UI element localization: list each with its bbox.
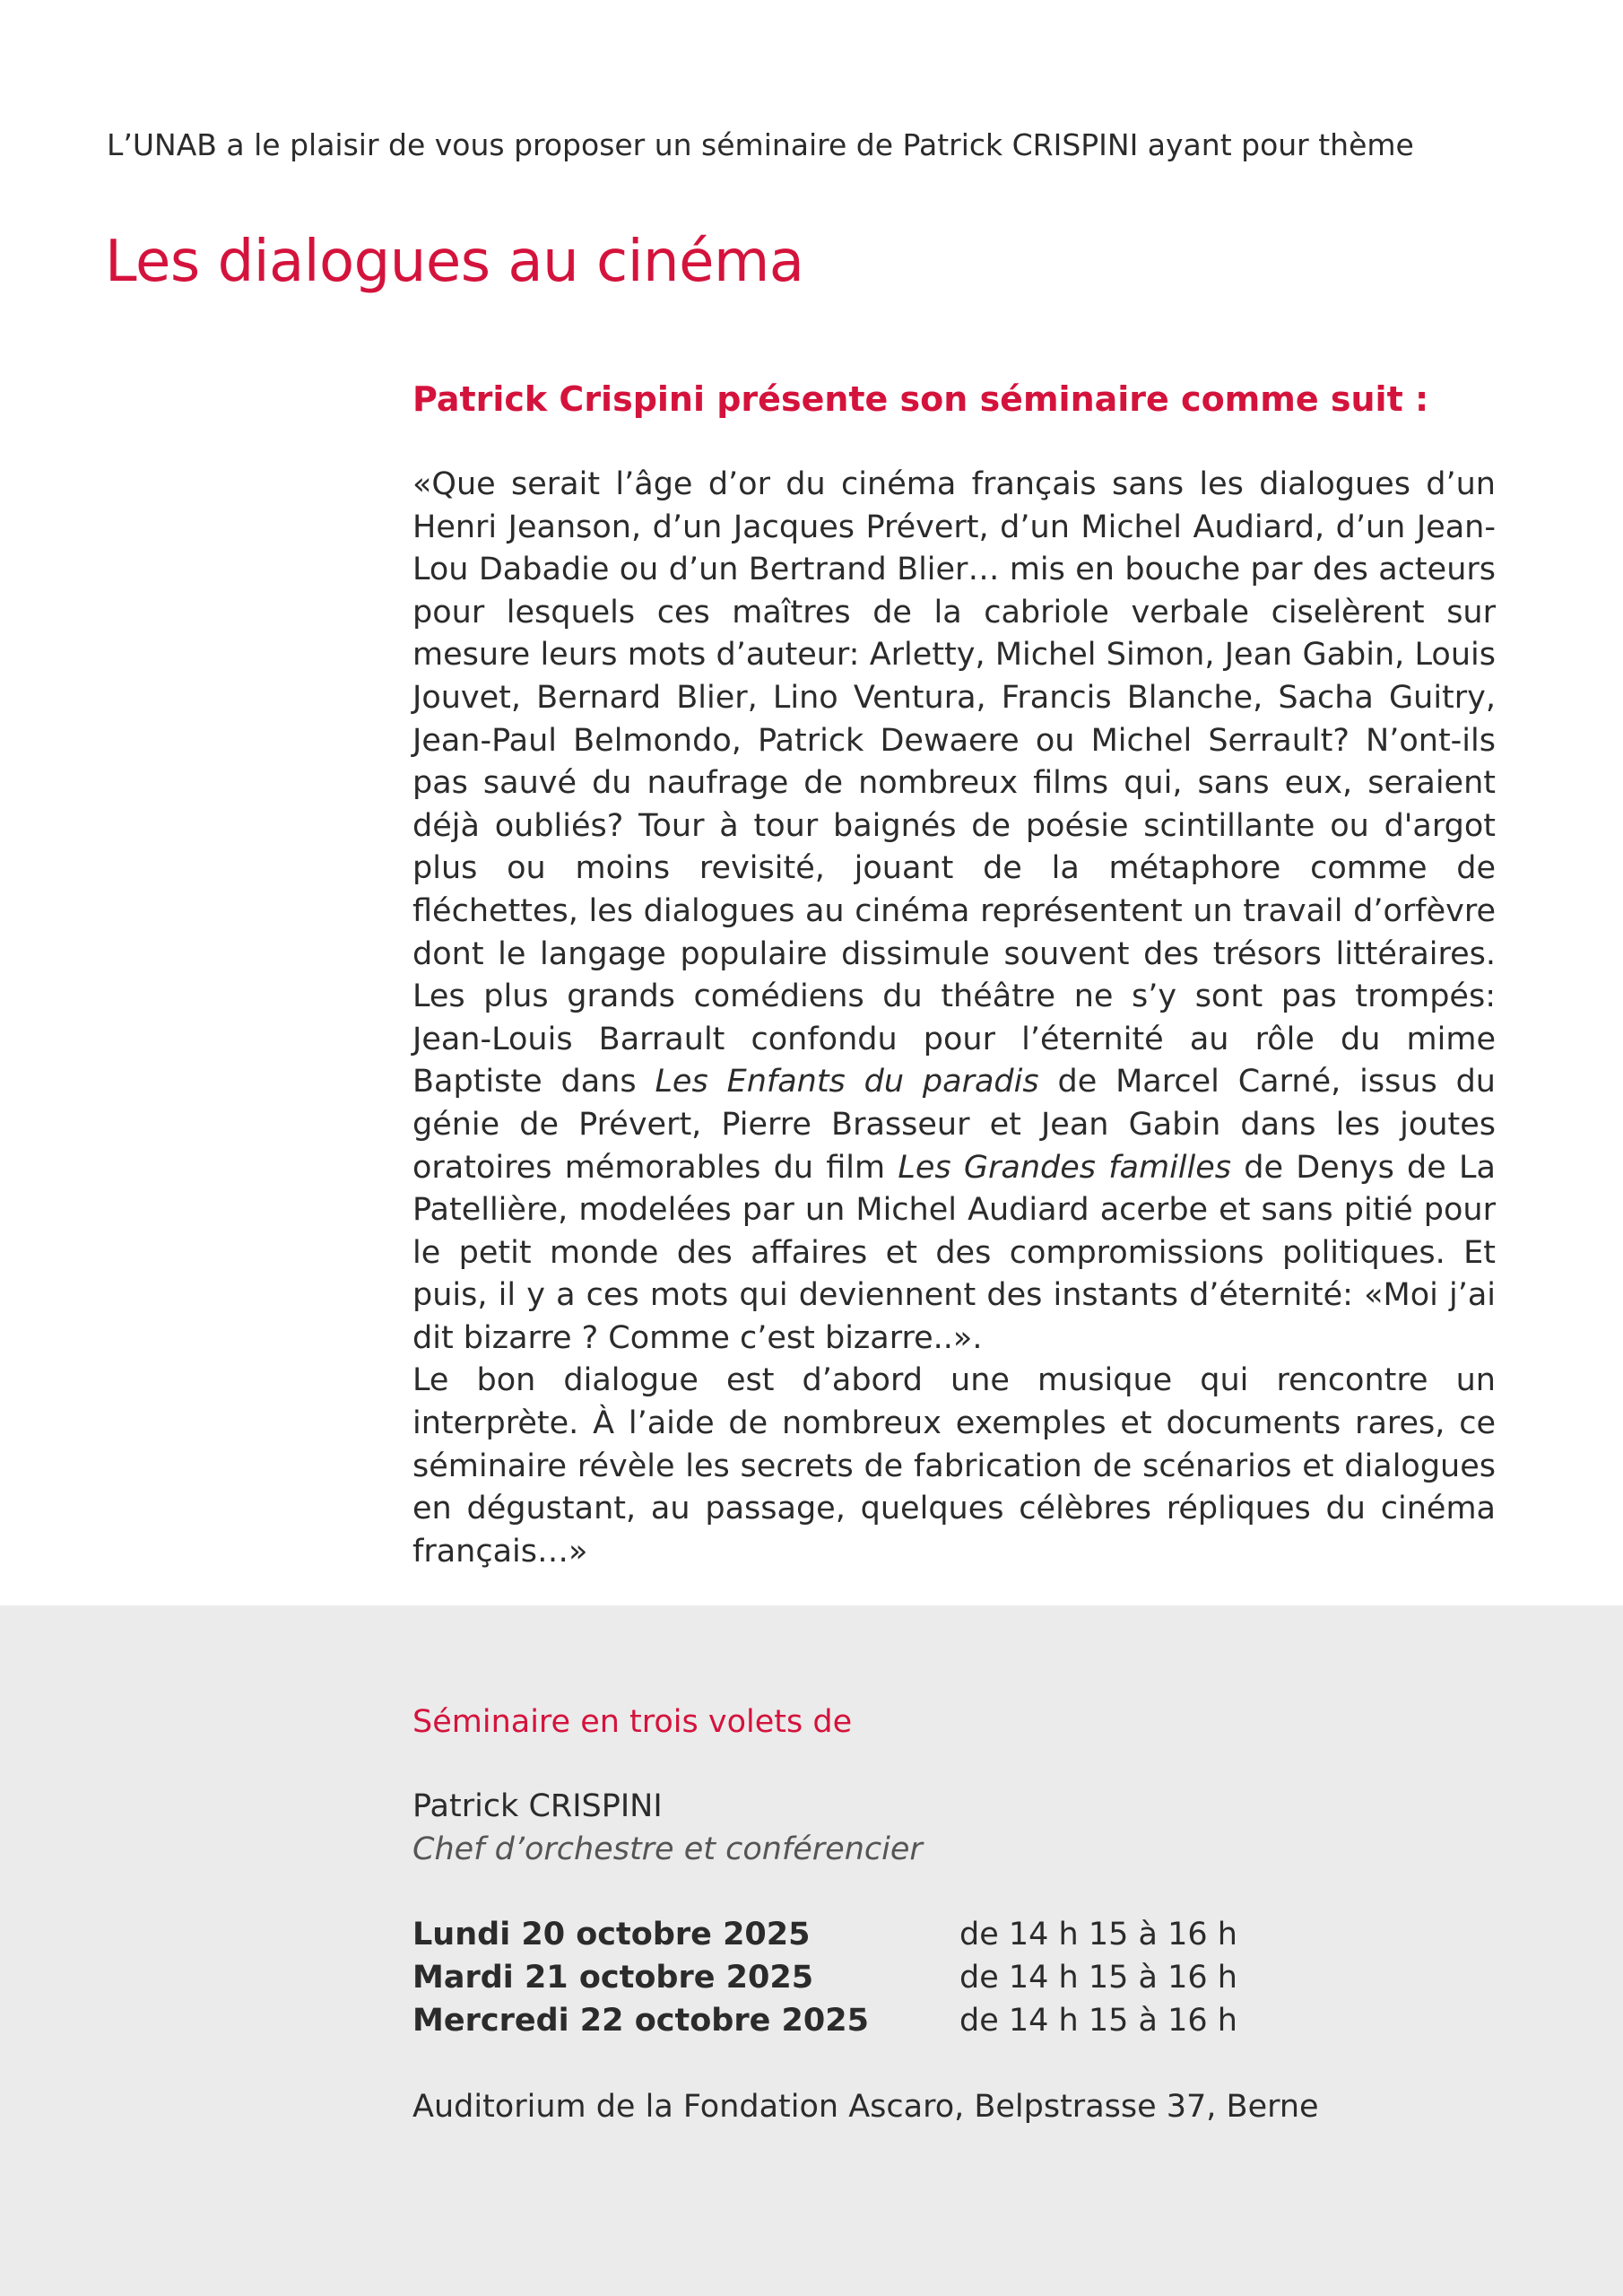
seminar-description [412,464,1496,1573]
session-date: Mercredi 22 octobre 2025 [412,2003,869,2039]
film-title-grandes-familles: Les Grandes familles [898,1149,1232,1186]
description-text-1: «Que serait l’âge d’or du cinéma français sans les dialogues d’un Henri Jeanson, d’un Jacques Prévert, d’un Michel Audiard, d’un Jean-Lou Dabadie ou d’un Bertrand Blier… mis en bouche par des acteurs pour lesquels ces maîtres de la cabriole verbale ciselèrent sur mesure leurs mots d’auteur: Arletty, Michel Simon, Jean Gabin, Louis Jouvet, Bernard Blier, Lino Ventura, Francis Blanche, Sacha Guitry, Jean-Paul Belmondo, Patrick Dewaere ou Michel Serrault? N’ont-ils pas sauvé du naufrage de nombreux films qui, sans eux, seraient déjà oubliés? Tour à tour baignés de poésie scintillante ou d'argot plus ou moins revisité, jouant de la métaphore comme de fléchettes, les dialogues au cinéma représentent un travail d’orfèvre dont le langage populaire dissimule souvent des trésors littéraires. Les plus grands comédiens du théâtre ne s’y sont pas trompés: Jean-Louis Barrault confondu pour l’éternité au rôle du mime Baptiste dans [412,466,1496,1100]
description-paragraph-1 [412,464,1496,1360]
page-title: Les dialogues au cinéma [105,229,804,295]
session-date: Mardi 21 octobre 2025 [412,1960,814,1996]
section-heading: Patrick Crispini présente son séminaire comme suit : [412,379,1429,419]
session-item [412,1913,1309,1956]
intro-text: L’UNAB a le plaisir de vous proposer un séminaire de Patrick CRISPINI ayant pour thème [107,127,1414,162]
description-paragraph-2: Le bon dialogue est d’abord une musique qui rencontre un interprète. À l’aide de nombreux exemples et documents rares, ce séminaire révèle les secrets de fabrication de scénarios et dialogues en dégustant, au passage, quelques célèbres répliques du cinéma français…» [412,1362,1496,1570]
session-date: Lundi 20 octobre 2025 [412,1917,811,1952]
session-item [412,1999,1309,2042]
venue-address: Auditorium de la Fondation Ascaro, Belpstrasse 37, Berne [412,2089,1319,2125]
speaker-role: Chef d’orchestre et conférencier [412,1831,923,1867]
session-time: de 14 h 15 à 16 h [959,1917,1237,1952]
session-time: de 14 h 15 à 16 h [959,1960,1237,1996]
series-label: Séminaire en trois volets de [412,1704,853,1740]
session-time: de 14 h 15 à 16 h [959,2003,1237,2039]
session-schedule [412,1913,1309,2042]
description-text-3: de Denys de La Patellière, modelées par un Michel Audiard acerbe et sans pitié pour le petit monde des affaires et des compromissions politiques. Et puis, il y a ces mots qui deviennent des instants d’éternité: «Moi j’ai dit bizarre ? Comme c’est bizarre..». [412,1149,1496,1356]
film-title-enfants-du-paradis: Les Enfants du paradis [655,1064,1039,1100]
session-item [412,1956,1309,1999]
description-text-2: de Marcel Carné, issus du génie de Prévert, Pierre Brasseur et Jean Gabin dans les joutes oratoires mémorables du film [412,1064,1496,1186]
speaker-name: Patrick CRISPINI [412,1788,663,1824]
